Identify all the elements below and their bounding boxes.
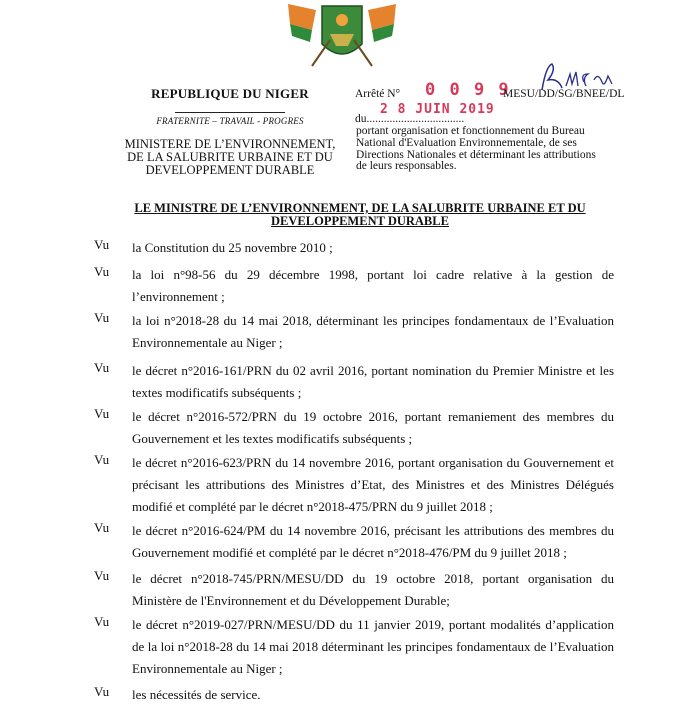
considerant-text: les nécessités de service. (132, 687, 261, 702)
title-line: LE MINISTRE DE L’ENVIRONNEMENT, DE LA SALUBRITE URBAINE ET DU (134, 201, 586, 215)
handwritten-initials (536, 60, 626, 96)
minister-title (120, 202, 600, 227)
shield (322, 6, 362, 54)
vu-label: Vu (94, 614, 110, 629)
considerant-text: la loi n°2018-28 du 14 mai 2018, déterminant les principes fondamentaux de l’Evaluation Environnementale au Niger ; (132, 313, 614, 350)
vu-label: Vu (94, 360, 110, 375)
ministry-line: DE LA SALUBRITE URBAINE ET DU (127, 150, 333, 164)
purpose-line: National d'Evaluation Environnementale, de ses (356, 136, 577, 149)
vu-label: Vu (94, 452, 110, 467)
considerant-text: la Constitution du 25 novembre 2010 ; (132, 240, 333, 255)
arrete-reference-code: MESU/DD/SG/BNEE/DL (503, 88, 625, 100)
title-line: DEVELOPPEMENT DURABLE (271, 213, 449, 228)
ministry-line: DEVELOPPEMENT DURABLE (145, 163, 315, 177)
considerant-text: le décret n°2016-572/PRN du 19 octobre 2016, portant remaniement des membres du Gouvernement et les textes modificatifs subséquents ; (132, 409, 614, 446)
vu-label: Vu (94, 264, 110, 279)
arrete-stamp-number: 0 0 9 9 (425, 80, 511, 100)
vu-label: Vu (94, 520, 110, 535)
ministry-line: MINISTERE DE L’ENVIRONNEMENT, (124, 137, 336, 151)
date-label: du (355, 113, 367, 125)
left-header (120, 86, 340, 177)
national-motto: FRATERNITE – TRAVAIL - PROGRES (156, 116, 304, 126)
vu-label: Vu (94, 684, 110, 699)
date-stamp: 2 8 JUIN 2019 (380, 102, 495, 117)
purpose-line: de leurs responsables. (356, 160, 457, 173)
vu-label: Vu (94, 568, 110, 583)
vu-label: Vu (94, 237, 110, 252)
emblem-graphic (282, 0, 402, 72)
arrete-purpose (356, 126, 646, 173)
purpose-line: Directions Nationales et déterminant les attributions (356, 148, 596, 161)
header-divider (175, 112, 285, 113)
republic-name: REPUBLIQUE DU NIGER (151, 86, 309, 101)
spear-right (354, 40, 372, 66)
date-dots: .................................. (366, 113, 465, 125)
shield-sun (336, 14, 348, 26)
vu-label: Vu (94, 406, 110, 421)
spear-left (312, 40, 330, 66)
vu-label: Vu (94, 310, 110, 325)
niger-coat-of-arms-emblem (282, 0, 402, 72)
ministry-name (120, 138, 340, 177)
considerant-text: la loi n°98-56 du 29 décembre 1998, portant loi cadre relative à la gestion de l’environnement ; (132, 267, 614, 304)
arrete-label: Arrêté N° (355, 88, 401, 100)
considerant-text: le décret n°2016-623/PRN du 14 novembre 2016, portant organisation du Gouvernement et précisant les attributions des Ministres d’Etat, des Ministres et des Ministres Délégués modifié et complété par le décret n°2018-475/PRN du 9 juillet 2018 ; (132, 455, 614, 514)
considerant-text: le décret n°2018-745/PRN/MESU/DD du 19 octobre 2018, portant organisation du Ministère de l'Environnement et du Développement Durable; (132, 571, 614, 608)
considerant-text: le décret n°2019-027/PRN/MESU/DD du 11 janvier 2019, portant modalités d’application de la loi n°2018-28 du 14 mai 2018 déterminant les principes fondamentaux de l’Evaluation Environnementale au Niger ; (132, 617, 614, 676)
considerant-text: le décret n°2016-161/PRN du 02 avril 2016, portant nomination du Premier Ministre et les textes modificatifs subséquents ; (132, 363, 614, 400)
considerant-text: le décret n°2016-624/PM du 14 novembre 2016, précisant les attributions des membres du Gouvernement modifié et complété par le décret n°2018-476/PM du 9 juillet 2018 ; (132, 523, 614, 560)
purpose-line: portant organisation et fonctionnement du Bureau (356, 125, 585, 137)
initials-signature-graphic (536, 60, 626, 96)
